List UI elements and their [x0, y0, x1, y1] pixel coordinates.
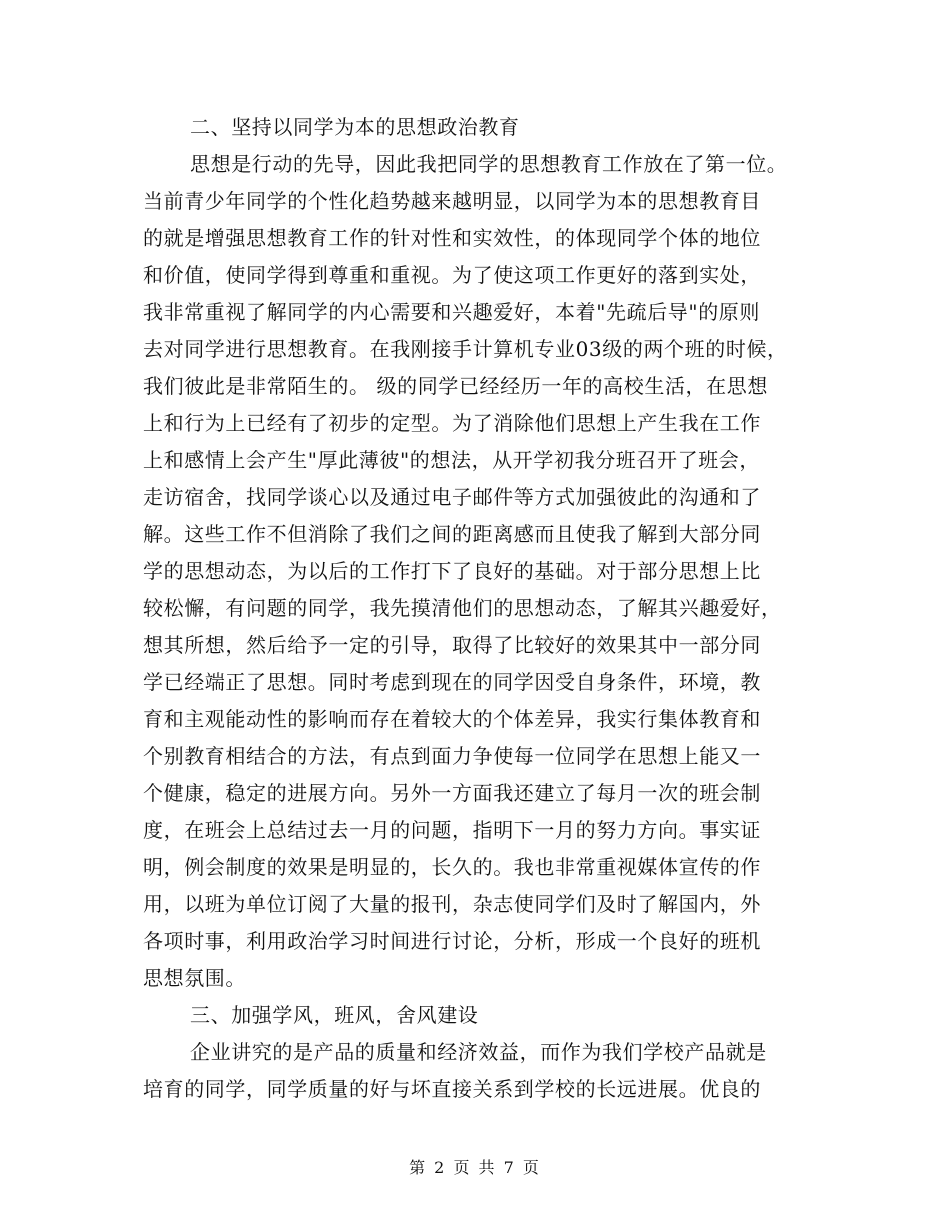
paragraph-line: 上和感情上会产生"厚此薄彼"的想法，从开学初我分班召开了班会， [143, 448, 760, 472]
paragraph-line: 解。这些工作不但消除了我们之间的距离感而且使我了解到大部分同 [143, 522, 761, 546]
paragraph-line: 各项时事，利用政治学习时间进行讨论，分析，形成一个良好的班机 [143, 929, 761, 953]
paragraph-line: 想其所想，然后给予一定的引导，取得了比较好的效果其中一部分同 [143, 633, 761, 657]
page-number-footer: 第 2 页 共 7 页 [409, 1158, 541, 1177]
paragraph-line: 学已经端正了思想。同时考虑到现在的同学因受自身条件，环境，教 [143, 670, 761, 694]
section-heading: 二、坚持以同学为本的思想政治教育 [190, 115, 520, 139]
paragraph-line: 去对同学进行思想教育。在我刚接手计算机专业03级的两个班的时候， [143, 337, 788, 361]
paragraph-line: 度，在班会上总结过去一月的问题，指明下一月的努力方向。事实证 [143, 818, 761, 842]
paragraph-line: 用，以班为单位订阅了大量的报刊，杂志使同学们及时了解国内，外 [143, 892, 761, 916]
paragraph-line: 培育的同学，同学质量的好与坏直接关系到学校的长远进展。优良的 [143, 1077, 761, 1101]
paragraph-line: 和价值，使同学得到尊重和重视。为了使这项工作更好的落到实处， [143, 263, 761, 287]
paragraph-line: 我们彼此是非常陌生的。 级的同学已经经历一年的高校生活，在思想 [143, 374, 768, 398]
paragraph-line: 个健康，稳定的进展方向。另外一方面我还建立了每月一次的班会制 [143, 781, 761, 805]
section-heading: 三、加强学风，班风，舍风建设 [190, 1003, 479, 1027]
paragraph-line: 较松懈，有问题的同学，我先摸清他们的思想动态，了解其兴趣爱好， [143, 596, 782, 620]
paragraph-line: 学的思想动态，为以后的工作打下了良好的基础。对于部分思想上比 [143, 559, 761, 583]
paragraph-line: 思想氛围。 [143, 966, 246, 990]
paragraph-line: 我非常重视了解同学的内心需要和兴趣爱好，本着"先疏后导"的原则 [143, 300, 760, 324]
paragraph-line: 个别教育相结合的方法，有点到面力争使每一位同学在思想上能又一 [143, 744, 761, 768]
paragraph-line: 走访宿舍，找同学谈心以及通过电子邮件等方式加强彼此的沟通和了 [143, 485, 761, 509]
paragraph-line: 当前青少年同学的个性化趋势越来越明显，以同学为本的思想教育目 [143, 189, 761, 213]
paragraph-line: 上和行为上已经有了初步的定型。为了消除他们思想上产生我在工作 [143, 411, 761, 435]
paragraph-line: 思想是行动的先导，因此我把同学的思想教育工作放在了第一位。 [190, 152, 788, 176]
paragraph-line: 育和主观能动性的影响而存在着较大的个体差异，我实行集体教育和 [143, 707, 761, 731]
paragraph-line: 明，例会制度的效果是明显的，长久的。我也非常重视媒体宣传的作 [143, 855, 761, 879]
paragraph-line: 的就是增强思想教育工作的针对性和实效性，的体现同学个体的地位 [143, 226, 761, 250]
paragraph-line: 企业讲究的是产品的质量和经济效益，而作为我们学校产品就是 [190, 1040, 767, 1064]
